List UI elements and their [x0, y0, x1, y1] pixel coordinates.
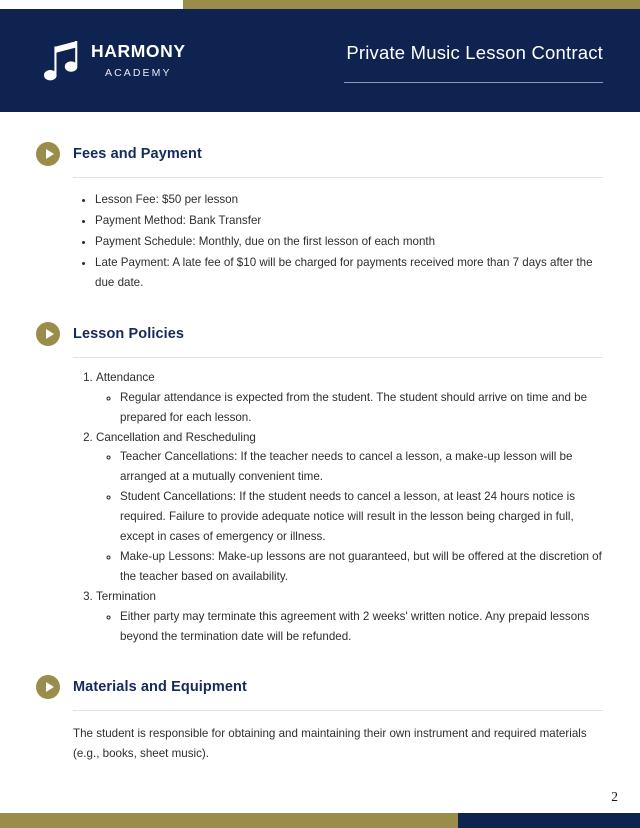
top-accent-strip	[0, 0, 640, 9]
list-item: • Lesson Fee: $50 per lesson	[95, 190, 603, 210]
list-item-label: Attendance	[96, 370, 155, 384]
fees-bullet-list	[73, 190, 603, 293]
section-content	[0, 368, 640, 647]
page-number: 2	[611, 789, 618, 804]
section-divider	[73, 357, 603, 358]
sub-list	[96, 447, 603, 587]
section-title: Materials and Equipment	[73, 678, 247, 695]
section-title: Lesson Policies	[73, 325, 185, 342]
policies-numbered-list	[73, 368, 603, 647]
footer-navy-segment	[458, 813, 640, 828]
brand-text	[91, 43, 186, 78]
sub-list-item: ◦ Make-up Lessons: Make-up lessons are not guaranteed, but will be offered at the discretion of the teacher based on availability.	[120, 547, 603, 587]
section-header	[0, 675, 640, 699]
list-item: • Late Payment: A late fee of $10 will be charged for payments received more than 7 days after the due date.	[95, 253, 603, 293]
play-circle-icon	[36, 675, 60, 699]
page-body	[0, 112, 640, 790]
section-content	[0, 724, 640, 764]
top-strip-gold-segment	[183, 0, 640, 9]
materials-paragraph: The student is responsible for obtaining and maintaining their own instrument and required materials (e.g., books, sheet music).	[73, 726, 587, 760]
list-item: • Payment Method: Bank Transfer	[95, 211, 603, 231]
page-title: Private Music Lesson Contract	[346, 42, 603, 63]
sub-list	[96, 388, 603, 428]
document-title-block	[344, 38, 603, 83]
list-item	[96, 428, 603, 588]
list-item-label: Termination	[96, 590, 156, 603]
brand-name: HARMONY	[91, 41, 186, 61]
sub-list-item: ◦ Student Cancellations: If the student needs to cancel a lesson, at least 24 hours notice is required. Failure to provide adequate notice will result in the lesson being charged in full, except in cases of emergency or illness.	[120, 487, 603, 547]
title-underline	[344, 82, 603, 83]
section-materials-and-equipment	[0, 647, 640, 764]
footer-gold-segment	[0, 813, 458, 828]
sub-list-item: ◦ Regular attendance is expected from the student. The student should arrive on time and be prepared for each lesson.	[120, 388, 603, 428]
list-item-label: Cancellation and Rescheduling	[96, 430, 256, 444]
play-circle-icon	[36, 142, 60, 166]
section-lesson-policies	[0, 294, 640, 647]
list-item: • Payment Schedule: Monthly, due on the first lesson of each month	[95, 232, 603, 252]
sub-list-item: ◦ Teacher Cancellations: If the teacher needs to cancel a lesson, a make-up lesson will be arranged at a mutually convenient time.	[120, 447, 603, 487]
list-item	[96, 368, 603, 428]
brand-lockup	[44, 38, 274, 84]
section-fees-and-payment	[0, 112, 640, 293]
section-header	[0, 142, 640, 166]
section-header	[0, 322, 640, 346]
top-strip-white-segment	[0, 0, 183, 9]
sub-list	[96, 607, 603, 647]
section-divider	[73, 177, 603, 178]
section-title: Fees and Payment	[73, 146, 202, 162]
footer-accent-strip	[0, 813, 640, 828]
section-divider	[73, 710, 603, 711]
sub-list-item: ◦ Either party may terminate this agreement with 2 weeks' written notice. Any prepaid lessons beyond the termination date will be refunded.	[120, 607, 603, 647]
document-header	[0, 9, 640, 112]
brand-subtitle: ACADEMY	[104, 66, 172, 79]
list-item	[96, 587, 603, 647]
music-note-icon	[44, 38, 82, 84]
play-circle-icon	[36, 322, 60, 346]
section-content	[0, 190, 640, 293]
